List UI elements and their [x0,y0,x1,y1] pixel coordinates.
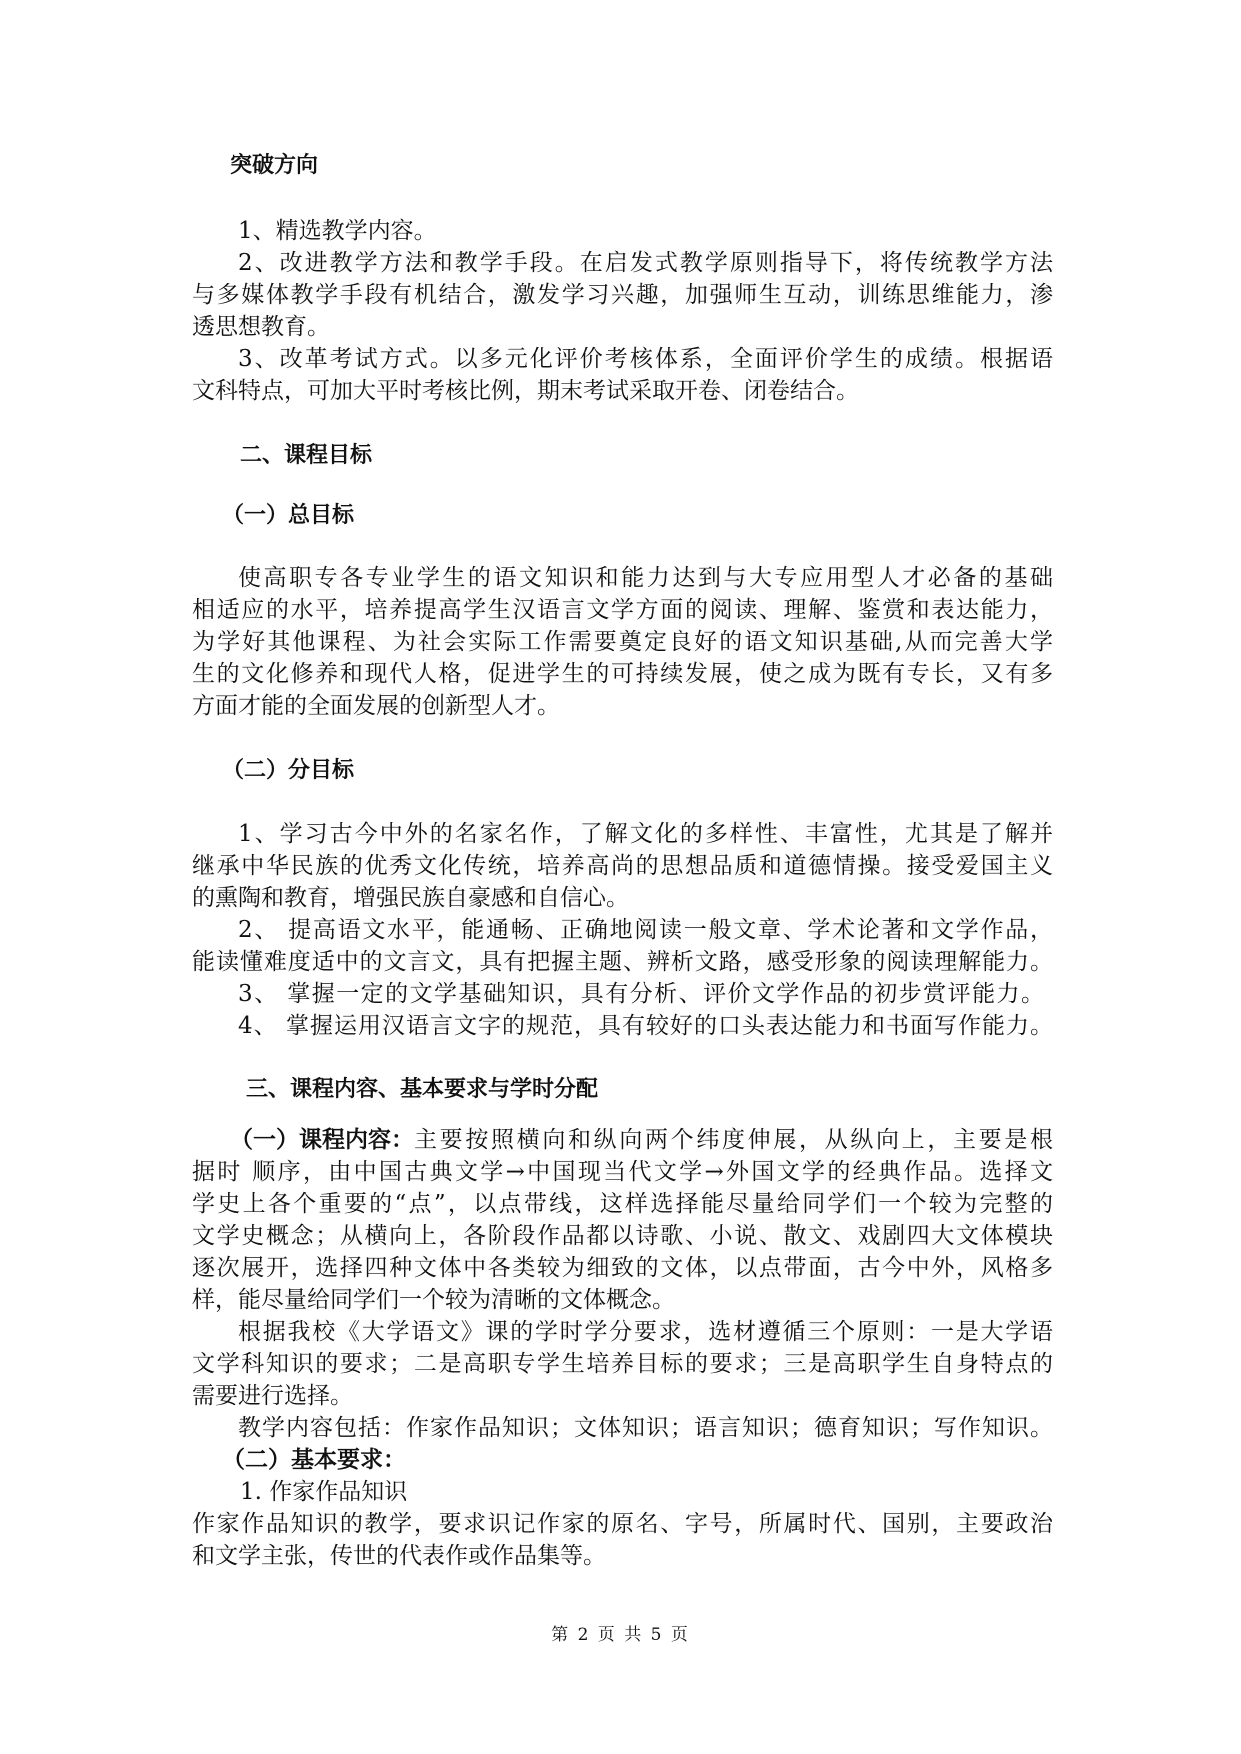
paragraph-line: 作家作品知识的教学，要求识记作家的原名、字号，所属时代、国别，主要政治 [192,1511,1053,1537]
paragraph-line: 和文学主张，传世的代表作或作品集等。 [192,1543,606,1569]
subsection-title-sub-goals: （二）分目标 [222,758,355,783]
section-title-course-goals: 二、课程目标 [240,443,373,468]
paragraph-line: 4、 掌握运用汉语言文字的规范，具有较好的口头表达能力和书面写作能力。 [238,1013,1053,1039]
paragraph-line: 1、学习古今中外的名家名作，了解文化的多样性、丰富性，尤其是了解并 [238,821,1053,847]
paragraph-line: 逐次展开，选择四种文体中各类较为细致的文体，以点带面，古今中外，风格多 [192,1255,1053,1281]
paragraph-line: 文学科知识的要求；二是高职专学生培养目标的要求；三是高职学生自身特点的 [192,1351,1053,1377]
section-heading-breakthrough: 突破方向 [230,153,319,178]
page-footer: 第 2 页 共 5 页 [551,1625,690,1645]
paragraph-line: 方面才能的全面发展的创新型人才。 [192,693,560,719]
paragraph-line: 为学好其他课程、为社会实际工作需要奠定良好的语文知识基础,从而完善大学 [192,629,1053,655]
paragraph-line: 主要按照横向和纵向两个纬度伸展，从纵向上，主要是根 [414,1127,1053,1153]
paragraph-line: 的熏陶和教育，增强民族自豪感和自信心。 [192,885,629,911]
subsection-title-requirements: （二）基本要求： [222,1447,406,1473]
paragraph-line: 继承中华民族的优秀文化传统，培养高尚的思想品质和道德情操。接受爱国主义 [192,853,1053,879]
paragraph-line: 文学史概念；从横向上，各阶段作品都以诗歌、小说、散文、戏剧四大文体模块 [192,1223,1053,1249]
content-label: （一）课程内容： [230,1127,414,1153]
paragraph-line: 据时 顺序，由中国古典文学→中国现当代文学→外国文学的经典作品。选择文 [192,1159,1053,1185]
content-first-line [230,1124,1053,1156]
paragraph-line: 3、改革考试方式。以多元化评价考核体系，全面评价学生的成绩。根据语 [238,346,1053,372]
section-title-course-content: 三、课程内容、基本要求与学时分配 [246,1077,599,1102]
paragraph-line: 需要进行选择。 [192,1383,353,1409]
paragraph-line: 文科特点，可加大平时考核比例，期末考试采取开卷、闭卷结合。 [192,378,859,404]
paragraph-line: 2、改进教学方法和教学手段。在启发式教学原则指导下，将传统教学方法 [238,250,1053,276]
paragraph-line: 使高职专各专业学生的语文知识和能力达到与大专应用型人才必备的基础 [238,565,1053,591]
paragraph-line: 3、 掌握一定的文学基础知识，具有分析、评价文学作品的初步赏评能力。 [238,981,1044,1007]
paragraph-line: 相适应的水平，培养提高学生汉语言文学方面的阅读、理解、鉴赏和表达能力， [192,597,1053,623]
paragraph-line: 教学内容包括：作家作品知识；文体知识；语言知识；德育知识；写作知识。 [238,1415,1053,1441]
paragraph-line: 根据我校《大学语文》课的学时学分要求，选材遵循三个原则：一是大学语 [238,1319,1053,1345]
paragraph-line: 透思想教育。 [192,314,330,340]
paragraph-line: 学史上各个重要的“点”，以点带线，这样选择能尽量给同学们一个较为完整的 [192,1191,1053,1217]
paragraph-line: 能读懂难度适中的文言文，具有把握主题、辨析文路，感受形象的阅读理解能力。 [192,949,1053,975]
subsection-title-overall-goal: （一）总目标 [222,503,355,528]
requirement-item-title: 1. 作家作品知识 [240,1479,408,1505]
paragraph-line: 与多媒体教学手段有机结合，激发学习兴趣，加强师生互动，训练思维能力，渗 [192,282,1053,308]
paragraph-line: 2、 提高语文水平，能通畅、正确地阅读一般文章、学术论著和文学作品， [238,917,1053,943]
paragraph-line: 1、精选教学内容。 [238,218,437,244]
paragraph-line: 样，能尽量给同学们一个较为清晰的文体概念。 [192,1287,675,1313]
paragraph-line: 生的文化修养和现代人格，促进学生的可持续发展，使之成为既有专长，又有多 [192,661,1053,687]
